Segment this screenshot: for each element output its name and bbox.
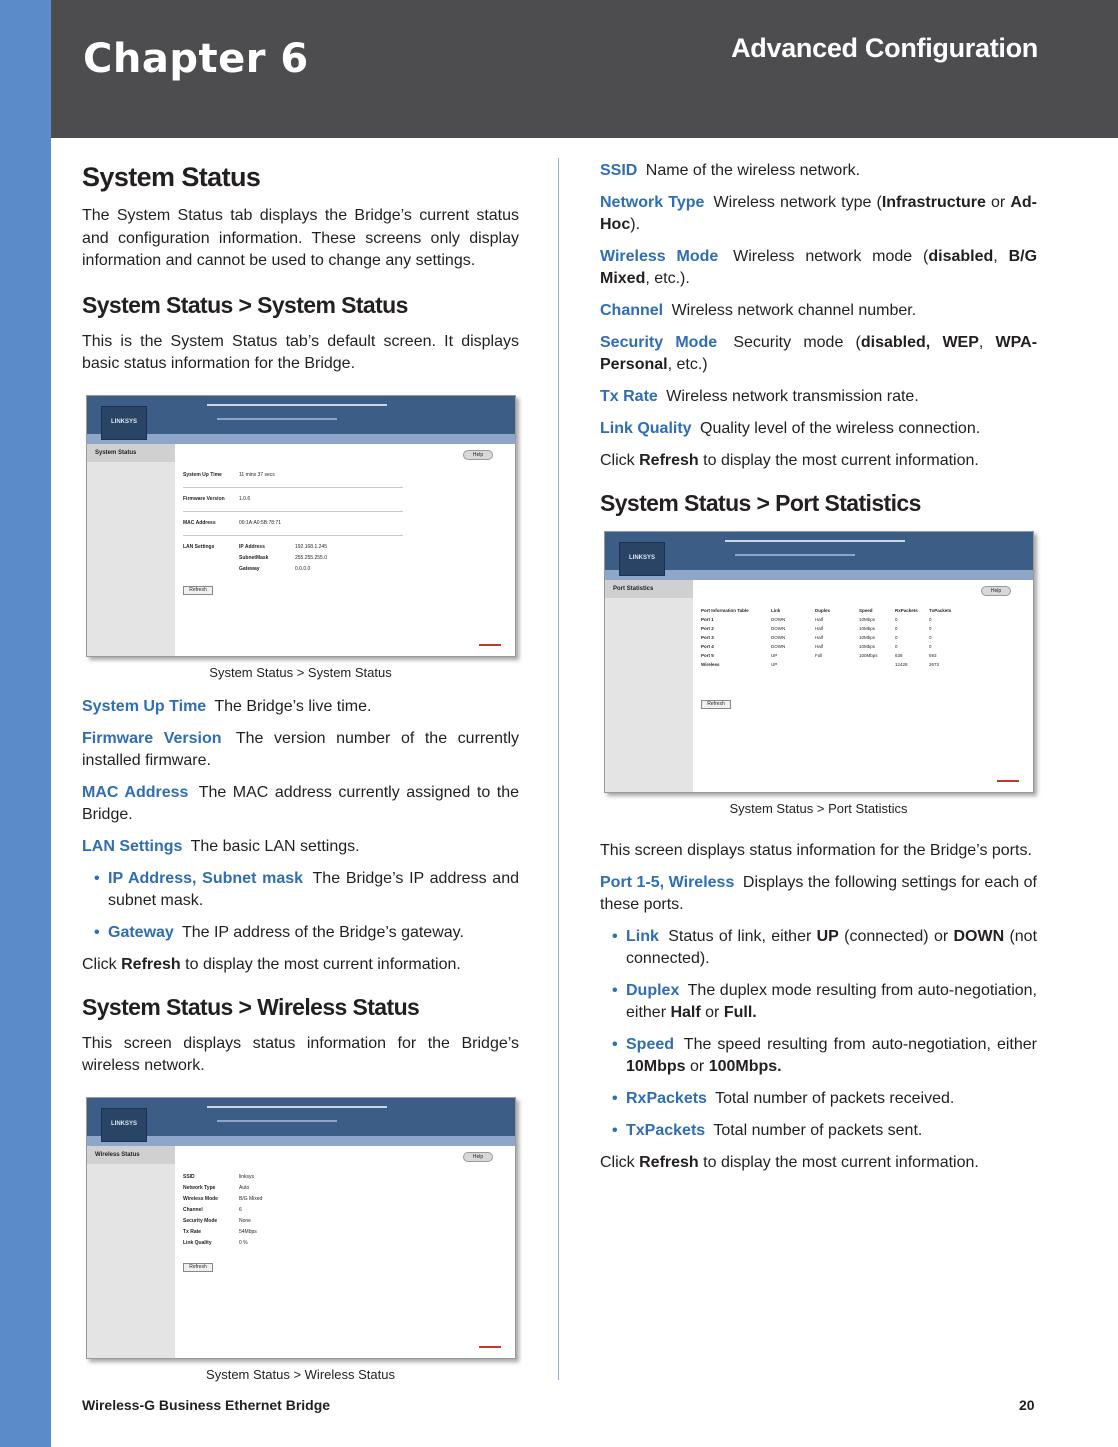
port-table-cell: Port 5 (701, 653, 714, 658)
port-table-cell: 2673 (929, 662, 940, 667)
definition-term: LAN Settings (82, 837, 183, 855)
definition-item: Wireless Mode Wireless network mode (disabled, B/G Mixed, etc.). (600, 248, 1038, 287)
screenshot-row (183, 1183, 495, 1194)
definition-text: The Bridge’s live time. (214, 697, 372, 715)
screenshot-label: SSID (183, 1173, 195, 1180)
footer-page-number: 20 (1019, 1397, 1035, 1413)
screenshot-port-statistics (604, 531, 1034, 793)
screenshot-label: LAN Settings (183, 543, 215, 550)
screenshot-row (183, 470, 495, 481)
screenshot-label: Tx Rate (183, 1228, 202, 1235)
bullet-term: Link (626, 927, 659, 945)
bullet-item: • TxPackets Total number of packets sent. (612, 1120, 1037, 1142)
heading-system-status-system-status: System Status > System Status (82, 291, 408, 318)
screenshot-label: Link Quality (183, 1239, 212, 1246)
screenshot-tabs (725, 540, 905, 550)
definition-item: Tx Rate Wireless network transmission rate. (600, 388, 919, 405)
left-definitions (82, 696, 519, 858)
definition-term: Link Quality (600, 420, 692, 437)
figure-caption: System Status > Wireless Status (206, 1366, 395, 1382)
port-table-cell: 0 (895, 626, 898, 631)
port-table-cell: 100Mbps (859, 653, 878, 658)
port-table-cell: Wireless (701, 662, 720, 667)
left-column (82, 160, 519, 1398)
linksys-logo: LINKSYS (101, 1108, 147, 1142)
bullet-term: Duplex (626, 981, 680, 999)
bold-value: disabled, WEP (860, 334, 979, 351)
screenshot-label: Wireless Mode (183, 1195, 218, 1202)
port-table-cell: 593 (929, 653, 937, 658)
screenshot-label (183, 553, 239, 564)
bullet-term: RxPackets (626, 1089, 707, 1107)
bullet-term: Gateway (108, 923, 174, 941)
screenshot-refresh-button: Refresh (183, 1263, 213, 1272)
port-table-cell: Port 1 (701, 617, 714, 622)
section-title: Advanced Configuration (731, 33, 1038, 63)
intro-paragraph: The System Status tab displays the Bridge’s current status and configuration information. These screens only display information and cannot be used to change any settings. (82, 207, 519, 269)
definition-text: The MAC address currently assigned to the Bridge. (82, 783, 520, 823)
screenshot-separator (183, 535, 403, 536)
screenshot-sidebar: Port Statistics (605, 580, 693, 792)
definition-text: The version number of the currently installed firmware. (82, 729, 520, 769)
port-table-cell: Half (815, 626, 824, 631)
definition-term: Security Mode (600, 334, 718, 351)
footer-product-name: Wireless-G Business Ethernet Bridge (82, 1397, 331, 1413)
definition-term: SSID (600, 162, 638, 179)
figure-caption: System Status > System Status (209, 664, 392, 680)
screenshot-label (183, 564, 239, 575)
port-table-cell: 0 (895, 635, 898, 640)
definition-term: Tx Rate (600, 388, 658, 405)
screenshot-sublabel: SubnetMask (239, 554, 269, 561)
screenshot-row (183, 542, 495, 553)
screenshot-content (183, 1172, 495, 1249)
port-table-header: Port Information Table (701, 608, 749, 613)
definition-term: Wireless Mode (600, 248, 719, 265)
port-table-cell: 638 (895, 653, 903, 658)
port-table-cell: 12428 (895, 662, 908, 667)
port-table-cell (815, 660, 859, 669)
screenshot-label: MAC Address (183, 519, 216, 526)
definition-item: Network Type Wireless network type (Infrastructure or Ad-Hoc). (600, 194, 1037, 233)
port-table-cell: 10Mbps (859, 617, 876, 622)
screenshot-label: Firmware Version (183, 495, 225, 502)
screenshot-subtabs (735, 554, 855, 560)
definition-term: Channel (600, 302, 664, 319)
port-table-cell: 0 (929, 635, 932, 640)
screenshot-label: System Up Time (183, 471, 222, 478)
screenshot-system-status (86, 395, 516, 657)
port-table-header: RxPackets (895, 608, 918, 613)
port-table-header: Speed (859, 608, 873, 613)
port-table-cell: Port 2 (701, 626, 714, 631)
port-definition: Port 1-5, Wireless Displays the following settings for each of these ports. (600, 873, 1038, 913)
screenshot-subtabs (217, 418, 337, 424)
screenshot-value: 00:1A:A0:5B:78:71 (239, 519, 281, 526)
port-table-cell: UP (771, 662, 778, 667)
bold-value: DOWN (953, 927, 1005, 945)
bold-value: Infrastructure (881, 194, 986, 211)
screenshot-subbar (87, 434, 515, 444)
screenshot-row (183, 564, 495, 575)
screenshot-value: 0.0.0.0 (295, 565, 311, 572)
port-table-header: Duplex (815, 608, 831, 613)
port-table-cell: Half (815, 617, 824, 622)
screenshot-topbar (87, 396, 515, 434)
linksys-logo: LINKSYS (619, 542, 665, 576)
port-table-cell: 10Mbps (859, 635, 876, 640)
bold-value: Half (670, 1003, 701, 1021)
definition-item (82, 696, 519, 718)
definition-item: Channel Wireless network channel number. (600, 302, 917, 319)
screenshot-separator (183, 511, 403, 512)
port-table-cell: Port 4 (701, 644, 714, 649)
screenshot-value: 6 (239, 1206, 242, 1213)
port-table-cell: DOWN (771, 617, 786, 622)
screenshot-sublabel: IP Address (239, 543, 265, 550)
screenshot-refresh-button: Refresh (701, 700, 731, 709)
screenshot-help-button: Help (981, 586, 1011, 596)
column-divider (558, 158, 559, 1380)
bold-value: 100Mbps. (708, 1057, 782, 1075)
definition-term: System Up Time (82, 697, 207, 715)
definition-term: Firmware Version (82, 729, 222, 747)
port-table-cell: UP (771, 653, 778, 658)
refresh-instruction: Click Refresh to display the most current information. (600, 452, 979, 469)
port-table-cell: 0 (895, 617, 898, 622)
bold-value: Ad-Hoc (600, 194, 1037, 233)
screenshot-row (183, 1227, 495, 1238)
bullet-item (94, 922, 519, 944)
port-table-cell: 0 (929, 644, 932, 649)
screenshot-sublabel: Gateway (239, 565, 260, 572)
heading-port-statistics: System Status > Port Statistics (600, 490, 921, 516)
screenshot-subtabs (217, 1120, 337, 1126)
left-stripe (0, 0, 51, 1447)
cisco-logo (997, 772, 1019, 782)
definition-item (82, 728, 519, 772)
definition-item (82, 782, 519, 826)
screenshot-value: 255.255.255.0 (295, 554, 327, 561)
port-table-cell: Half (815, 644, 824, 649)
definition-item (82, 836, 519, 858)
definition-item: Security Mode Security mode (disabled, WEP, WPA-Personal, etc.) (600, 334, 1038, 373)
heading-system-status: System Status (82, 162, 261, 192)
linksys-logo: LINKSYS (101, 406, 147, 440)
screenshot-value: 192.168.1.245 (295, 543, 327, 550)
screenshot-row (183, 553, 495, 564)
screenshot-tabs (207, 404, 387, 414)
screenshot-value: 11 mins 37 secs (239, 471, 275, 478)
screenshot-content (701, 606, 1013, 669)
bullet-item: • RxPackets Total number of packets received. (612, 1088, 1037, 1110)
screenshot-value: 54Mbps (239, 1228, 257, 1235)
port-table-cell: 0 (929, 626, 932, 631)
port-table-header: Link (771, 608, 781, 613)
bullet-text: The IP address of the Bridge’s gateway. (181, 923, 464, 941)
port-table-cell: 10Mbps (859, 626, 876, 631)
screenshot-value: Auto (239, 1184, 250, 1191)
definition-term: Network Type (600, 194, 705, 211)
right-column (600, 160, 1037, 1184)
definition-text: The basic LAN settings. (190, 837, 360, 855)
lan-settings-bullets (94, 868, 519, 944)
cisco-logo (479, 636, 501, 646)
wireless-definitions (600, 160, 1037, 440)
definition-item: SSID Name of the wireless network. (600, 162, 861, 179)
screenshot-sidebar: Wireless Status (87, 1146, 175, 1358)
port-table-cell: DOWN (771, 626, 786, 631)
refresh-instruction: Click Refresh to display the most current information. (600, 1153, 979, 1171)
port-statistics-description: This screen displays status information for the Bridge’s ports. (600, 842, 1032, 859)
screenshot-content (183, 470, 495, 575)
bullet-item: • Link Status of link, either UP (connected) or DOWN (not connected). (612, 926, 1037, 970)
bullet-text: The Bridge’s IP address and subnet mask. (108, 869, 519, 909)
port-bullets (612, 926, 1037, 1142)
screenshot-row (183, 1172, 495, 1183)
screenshot-topbar (605, 532, 1033, 570)
bullet-term: TxPackets (626, 1121, 706, 1139)
bold-value: Full. (723, 1003, 757, 1021)
bullet-item: • Duplex The duplex mode resulting from auto-negotiation, either Half or Full. (612, 980, 1037, 1024)
bullet-term: IP Address, Subnet mask (108, 869, 304, 887)
port-table-cell: 10Mbps (859, 644, 876, 649)
bold-value: 10Mbps (626, 1057, 686, 1075)
port-table-cell: 0 (895, 644, 898, 649)
port-table-header: TxPackets (929, 608, 952, 613)
chapter-title: Chapter 6 (83, 36, 309, 82)
system-status-description: This is the System Status tab’s default screen. It displays basic status information for the Bridge. (82, 332, 519, 372)
bold-value: B/G Mixed (600, 248, 1038, 287)
screenshot-refresh-button: Refresh (183, 586, 213, 595)
screenshot-help-button: Help (463, 450, 493, 460)
wireless-status-description: This screen displays status information for the Bridge’s wireless network. (82, 1034, 519, 1074)
port-table-cell: Half (815, 635, 824, 640)
cisco-logo (479, 1338, 501, 1348)
port-table-cell: DOWN (771, 635, 786, 640)
port-table-cell: Full (815, 653, 823, 658)
screenshot-wireless-status (86, 1097, 516, 1359)
figure-caption: System Status > Port Statistics (729, 801, 908, 816)
screenshot-value: 0 % (239, 1239, 248, 1246)
screenshot-label: Network Type (183, 1184, 216, 1191)
screenshot-topbar (87, 1098, 515, 1136)
screenshot-help-button: Help (463, 1152, 493, 1162)
screenshot-subbar (87, 1136, 515, 1146)
bullet-item (94, 868, 519, 912)
bullet-term: Speed (626, 1035, 675, 1053)
screenshot-value: 1.0.6 (239, 495, 251, 502)
screenshot-subbar (605, 570, 1033, 580)
screenshot-label: Security Mode (183, 1217, 218, 1224)
screenshot-row (183, 1216, 495, 1227)
port-table-cell: 0 (929, 617, 932, 622)
port-table-cell: Port 3 (701, 635, 714, 640)
bold-value: UP (816, 927, 839, 945)
screenshot-row (183, 1238, 495, 1249)
definition-term: MAC Address (82, 783, 189, 801)
screenshot-label: Channel (183, 1206, 203, 1213)
port-table-cell (859, 660, 895, 669)
refresh-instruction: Click Refresh to display the most current information. (82, 955, 461, 973)
screenshot-value: B/G Mixed (239, 1195, 263, 1202)
bold-value: disabled (928, 248, 994, 265)
screenshot-row (183, 1205, 495, 1216)
screenshot-row (183, 494, 495, 505)
port-table (701, 606, 1013, 669)
screenshot-value: None (239, 1217, 251, 1224)
screenshot-row (183, 518, 495, 529)
screenshot-tabs (207, 1106, 387, 1116)
heading-wireless-status: System Status > Wireless Status (82, 993, 420, 1020)
bullet-item: • Speed The speed resulting from auto-negotiation, either 10Mbps or 100Mbps. (612, 1034, 1037, 1078)
definition-item: Link Quality Quality level of the wireless connection. (600, 420, 981, 437)
screenshot-row (183, 1194, 495, 1205)
screenshot-separator (183, 487, 403, 488)
bold-value: WPA-Personal (600, 334, 1038, 373)
chapter-header (51, 0, 1118, 138)
screenshot-sidebar: System Status (87, 444, 175, 656)
screenshot-value: linksys (239, 1173, 255, 1180)
port-table-cell: DOWN (771, 644, 786, 649)
